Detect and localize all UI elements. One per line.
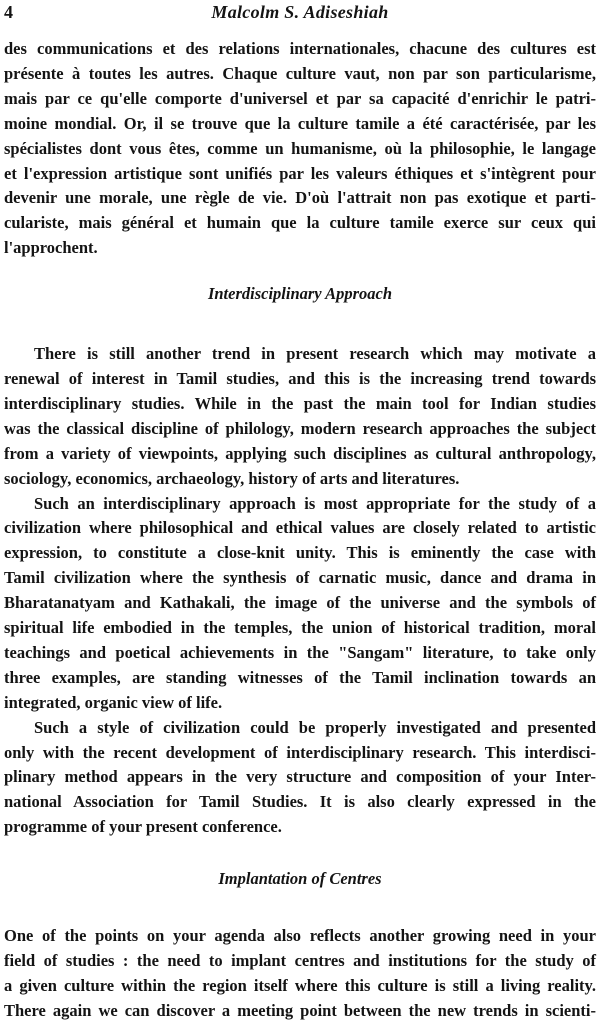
text-line: sociology, economics, archaeology, history of arts and literatures.	[4, 468, 460, 488]
page-header	[4, 2, 596, 24]
paragraph-implant-centres	[4, 924, 596, 1024]
text-line: integrated, organic view of life.	[4, 692, 223, 712]
text-line: renewal of interest in Tamil studies, and this is the increasing trend towards	[4, 368, 596, 388]
text-line: Tamil civilization where the synthesis of carnatic music, dance and drama in	[4, 568, 596, 588]
text-line: field of studies : the need to implant centres and institutions for the study of	[4, 951, 596, 970]
text-line: spécialistes dont vous êtes, comme un humanisme, où la philosophie, le langage	[4, 138, 596, 158]
text-line: Such a style of civilization could be properly investigated and presented	[34, 717, 596, 737]
paragraph-french-humanism	[4, 37, 596, 261]
page-body	[4, 37, 596, 1024]
section-heading-interdisciplinary-approach: Interdisciplinary Approach	[207, 284, 393, 304]
text-line: a given culture within the region itself where this culture is still a living reality.	[4, 975, 596, 995]
paragraph-interdisciplinary-trend	[4, 342, 596, 491]
text-line: spiritual life embodied in the temples, the union of historical tradition, moral	[4, 618, 596, 638]
text-line: One of the points on your agenda also reflects another growing need in your	[4, 926, 596, 946]
text-line: civilization where philosophical and ethical values are closely related to artistic	[4, 518, 596, 538]
text-line: from a variety of viewpoints, applying such disciplines as cultural anthropology,	[4, 443, 596, 463]
text-line: was the classical discipline of philology, modern research approaches the subject	[4, 418, 596, 438]
text-line: moine mondial. Or, il se trouve que la culture tamile a été caractérisée, par les	[4, 113, 596, 133]
text-line: présente à toutes les autres. Chaque culture vaut, non par son particularisme,	[4, 63, 596, 83]
text-line: There again we can discover a meeting point between the new trends in scienti-	[4, 1000, 596, 1020]
text-line: three examples, are standing witnesses of the Tamil inclination towards an	[4, 667, 596, 687]
text-line: teachings and poetical achievements in the "Sangam" literature, to take only	[4, 642, 596, 662]
text-line: expression, to constitute a close-knit unity. This is eminently the case with	[4, 543, 596, 563]
text-line: l'approchent.	[4, 238, 98, 258]
text-line: Such an interdisciplinary approach is most appropriate for the study of a	[34, 493, 596, 513]
text-line: interdisciplinary studies. While in the past the main tool for Indian studies	[4, 393, 596, 413]
text-line: plinary method appears in the very structure and composition of your Inter-	[4, 767, 596, 787]
text-line: national Association for Tamil Studies. It is also clearly expressed in the	[4, 792, 596, 812]
text-line: culariste, mais général et humain que la culture tamile exerce sur ceux qui	[4, 213, 596, 233]
text-line: Bharatanatyam and Kathakali, the image of the universe and the symbols of	[4, 593, 596, 613]
text-line: mais par ce qu'elle comporte d'universel et par sa capacité d'enrichir le patri-	[4, 88, 596, 108]
text-line: There is still another trend in present research which may motivate a	[34, 344, 596, 364]
text-line: programme of your present conference.	[4, 817, 282, 837]
text-line: devenir une morale, une règle de vie. D'où l'attrait non pas exotique et parti-	[4, 188, 596, 208]
text-line: des communications et des relations internationales, chacune des cultures est	[4, 39, 596, 58]
paragraph-interdisciplinary-research	[4, 716, 596, 841]
section-heading-implantation-of-centres: Implantation of Centres	[218, 869, 382, 889]
running-head-author: Malcolm S. Adiseshiah	[211, 2, 389, 22]
text-line: et l'expression artistique sont unifiés par les valeurs éthiques et s'intègrent pour	[4, 163, 596, 183]
text-line: only with the recent development of interdisciplinary research. This interdisci-	[4, 742, 596, 762]
page-number: 4	[4, 2, 14, 22]
paragraph-tamil-civilization	[4, 492, 596, 716]
